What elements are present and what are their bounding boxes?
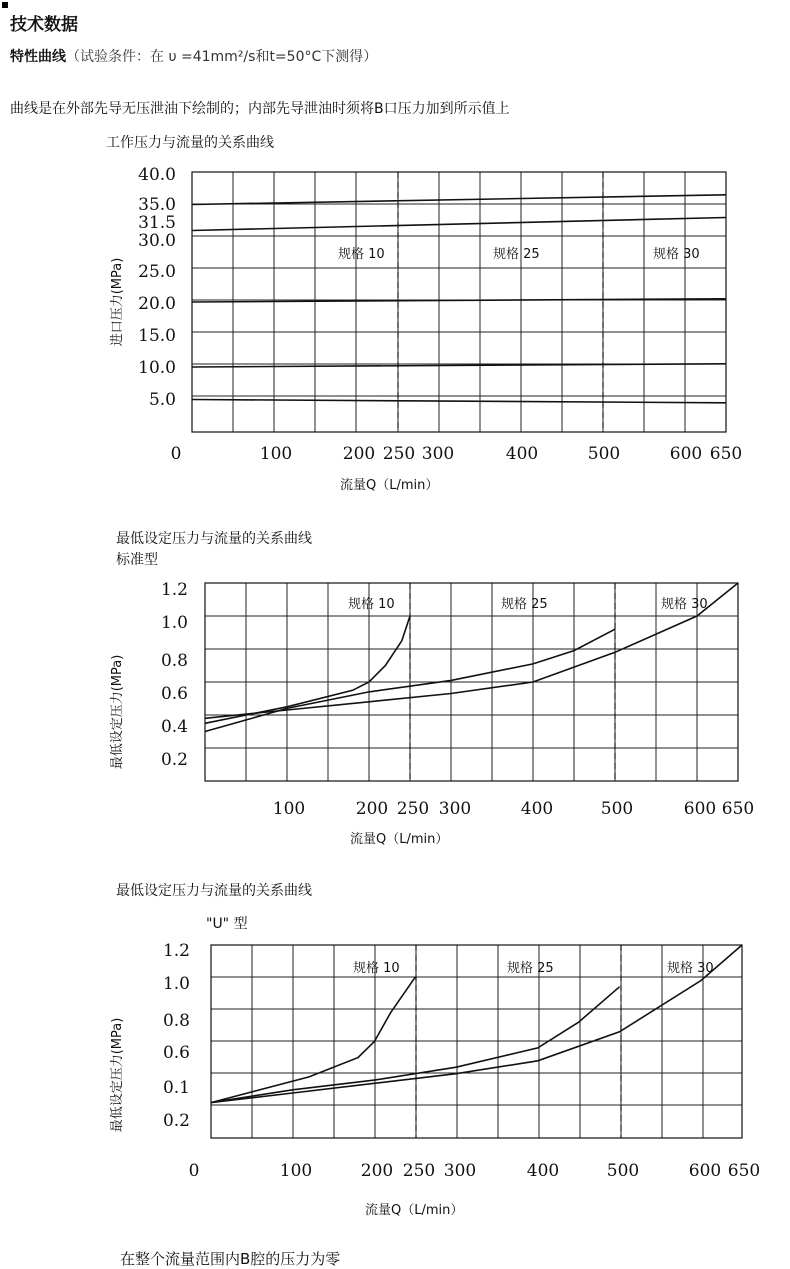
pilot-note: 曲线是在外部先导无压泄油下绘制的；内部先导泄油时须将B口压力加到所示值上 [10, 101, 510, 117]
y-axis-label: 进口压力(MPa) [110, 257, 125, 347]
x-tick-label: 300 [443, 1161, 477, 1181]
characteristic-label: 特性曲线 [10, 49, 66, 65]
x-tick-label: 300 [438, 799, 472, 819]
y-tick-label: 10.0 [138, 358, 176, 378]
chart-3-title: 最低设定压力与流量的关系曲线 [116, 883, 312, 899]
x-tick-label: 200 [360, 1161, 394, 1181]
chart-1-title: 工作压力与流量的关系曲线 [106, 135, 274, 151]
series-line [211, 977, 415, 1102]
y-tick-label: 25.0 [138, 262, 176, 282]
size-label: 规格 30 [653, 247, 700, 262]
x-tick-label: 200 [342, 444, 376, 464]
x-tick-label: 0 [170, 444, 182, 464]
section-title: 技术数据 [10, 15, 78, 35]
x-tick-label: 600 [683, 799, 717, 819]
x-tick-label: 400 [520, 799, 554, 819]
y-tick-label: 20.0 [138, 294, 176, 314]
x-tick-label: 600 [688, 1161, 722, 1181]
y-tick-label: 1.2 [162, 941, 190, 961]
y-tick-label: 31.5 [138, 213, 176, 233]
size-label: 规格 25 [507, 961, 554, 976]
x-axis-label: 流量Q（L/min） [350, 832, 449, 847]
y-tick-label: 0.2 [160, 750, 188, 770]
x-tick-label: 100 [279, 1161, 313, 1181]
x-axis-label: 流量Q（L/min） [365, 1203, 464, 1218]
y-tick-label: 1.2 [160, 580, 188, 600]
y-tick-label: 0.8 [160, 651, 188, 671]
y-tick-label: 0.6 [160, 684, 188, 704]
x-tick-label: 0 [188, 1161, 200, 1181]
x-tick-label: 200 [355, 799, 389, 819]
test-conditions: （试验条件：在 υ =41mm²/s和t=50°C下测得） [66, 49, 378, 65]
x-tick-label: 500 [587, 444, 621, 464]
size-label: 规格 10 [338, 247, 385, 262]
x-tick-label: 250 [382, 444, 416, 464]
chart-3-subtitle: "U" 型 [206, 916, 248, 932]
x-tick-label: 400 [505, 444, 539, 464]
x-tick-label: 250 [396, 799, 430, 819]
x-tick-label: 100 [272, 799, 306, 819]
size-label: 规格 10 [353, 961, 400, 976]
y-tick-label: 0.6 [162, 1043, 190, 1063]
y-axis-label: 最低设定压力(MPa) [110, 1017, 125, 1133]
x-tick-label: 100 [259, 444, 293, 464]
y-tick-label: 35.0 [138, 195, 176, 215]
y-tick-label: 5.0 [148, 390, 176, 410]
chart-2-title: 最低设定压力与流量的关系曲线 [116, 531, 312, 547]
y-tick-label: 0.4 [160, 717, 188, 737]
y-tick-label: 1.0 [160, 613, 188, 633]
x-axis-label: 流量Q（L/min） [340, 478, 439, 493]
x-tick-label: 500 [600, 799, 634, 819]
y-tick-label: 15.0 [138, 326, 176, 346]
size-label: 规格 10 [348, 597, 395, 612]
x-tick-label: 500 [606, 1161, 640, 1181]
y-tick-label: 30.0 [138, 231, 176, 251]
size-label: 规格 25 [493, 247, 540, 262]
y-tick-label: 1.0 [162, 974, 190, 994]
x-tick-label: 650 [727, 1161, 761, 1181]
x-tick-label: 600 [669, 444, 703, 464]
x-tick-label: 250 [402, 1161, 436, 1181]
series-line [211, 987, 620, 1103]
size-label: 规格 30 [661, 597, 708, 612]
y-tick-label: 40.0 [138, 165, 176, 185]
y-axis-label: 最低设定压力(MPa) [110, 654, 125, 770]
x-tick-label: 300 [421, 444, 455, 464]
size-label: 规格 30 [667, 961, 714, 976]
x-tick-label: 400 [526, 1161, 560, 1181]
x-tick-label: 650 [709, 444, 743, 464]
y-tick-label: 0.2 [162, 1111, 190, 1131]
size-label: 规格 25 [501, 597, 548, 612]
y-tick-label: 0.1 [162, 1078, 190, 1098]
footer-text: 在整个流量范围内B腔的压力为零 [120, 1250, 341, 1268]
x-tick-label: 650 [721, 799, 755, 819]
y-tick-label: 0.8 [162, 1011, 190, 1031]
chart-2-subtitle: 标准型 [116, 552, 158, 568]
